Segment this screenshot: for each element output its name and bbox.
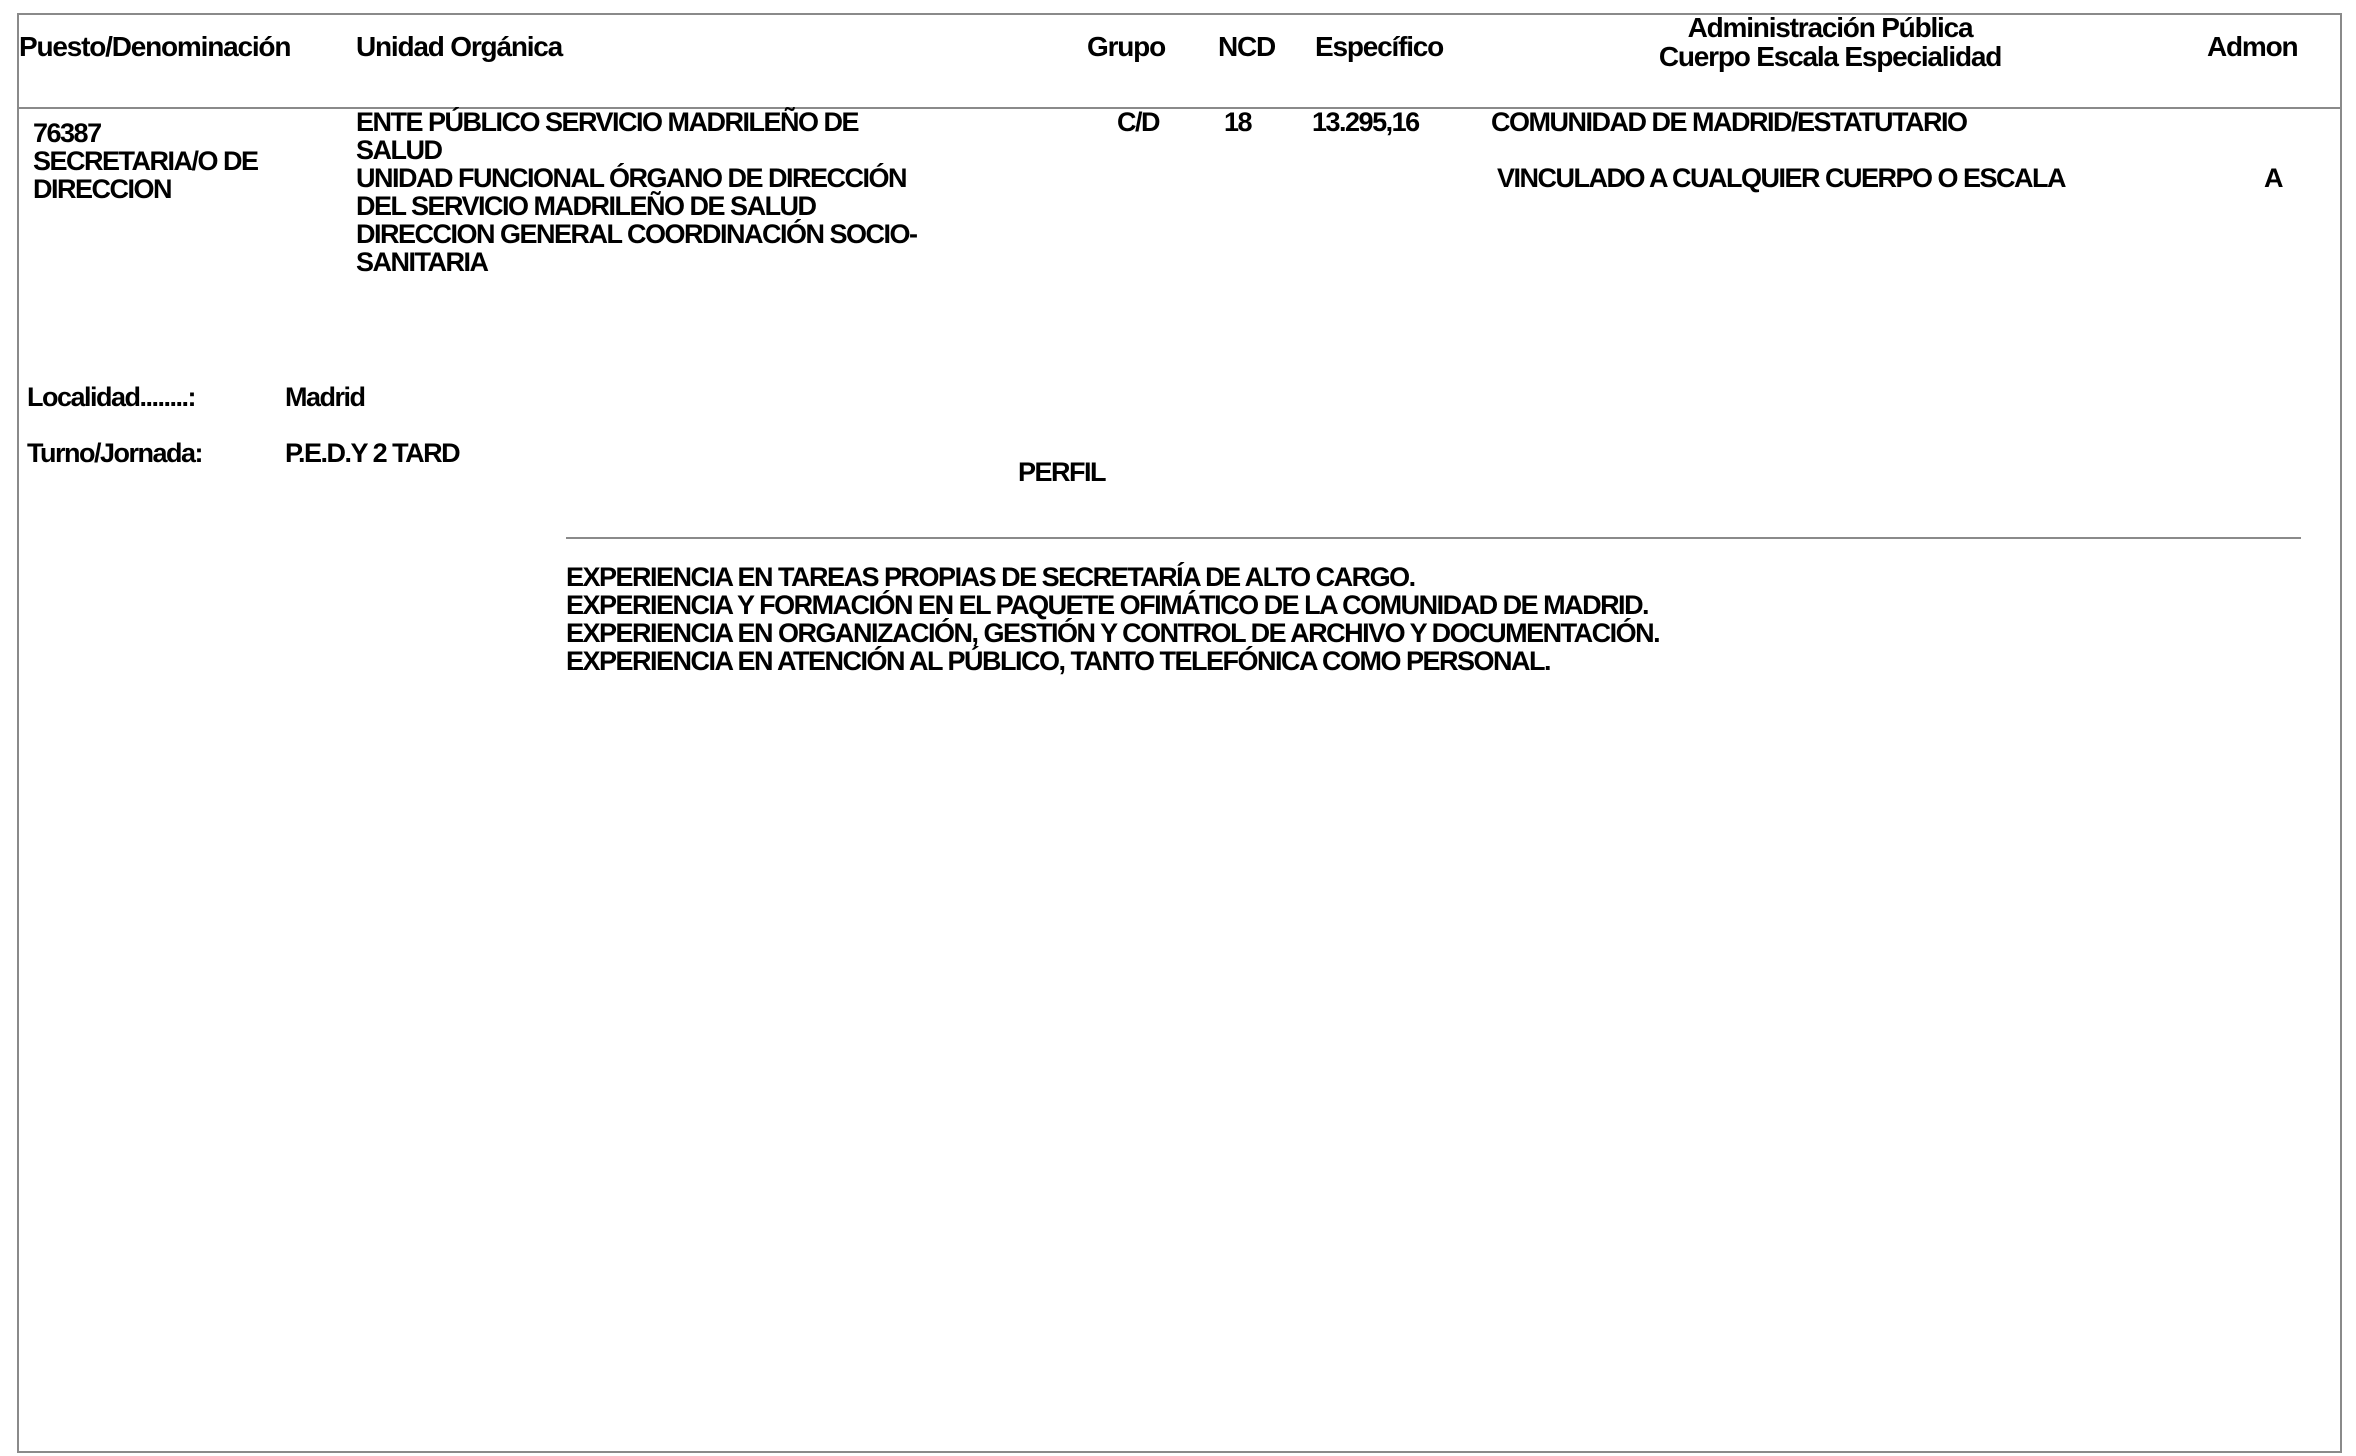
puesto-codigo: 76387 (33, 118, 101, 148)
perfil-title: PERFIL (1018, 457, 1106, 487)
turno-label: Turno/Jornada: (27, 438, 203, 468)
perfil-line-1: EXPERIENCIA EN TAREAS PROPIAS DE SECRETARÍA DE ALTO CARGO. (566, 562, 1415, 592)
record-grupo: C/D (1117, 107, 1159, 137)
unidad-line-1: ENTE PÚBLICO SERVICIO MADRILEÑO DE (356, 107, 859, 137)
record-admon: A (2264, 163, 2282, 193)
header-especifico: Específico (1315, 31, 1444, 62)
record-cuerpo: VINCULADO A CUALQUIER CUERPO O ESCALA (1497, 163, 2066, 193)
header-admin-line1: Administración Pública (1687, 12, 1973, 43)
puesto-denominacion-line1: SECRETARIA/O DE (33, 146, 258, 176)
record-especifico: 13.295,16 (1312, 107, 1419, 137)
header-admin-line2: Cuerpo Escala Especialidad (1658, 41, 2002, 72)
unidad-line-5: DIRECCION GENERAL COORDINACIÓN SOCIO- (356, 219, 917, 249)
unidad-line-2: SALUD (356, 135, 442, 165)
perfil-line-4: EXPERIENCIA EN ATENCIÓN AL PÚBLICO, TANTO TELEFÓNICA COMO PERSONAL. (566, 646, 1551, 676)
record-ncd: 18 (1224, 107, 1252, 137)
unidad-line-6: SANITARIA (356, 247, 488, 277)
localidad-value: Madrid (285, 382, 365, 412)
unidad-line-4: DEL SERVICIO MADRILEÑO DE SALUD (356, 191, 816, 221)
perfil-line-2: EXPERIENCIA Y FORMACIÓN EN EL PAQUETE OFIMÁTICO DE LA COMUNIDAD DE MADRID. (566, 590, 1649, 620)
record-administracion: COMUNIDAD DE MADRID/ESTATUTARIO (1491, 107, 1967, 137)
header-unidad: Unidad Orgánica (356, 31, 563, 62)
unidad-line-3: UNIDAD FUNCIONAL ÓRGANO DE DIRECCIÓN (356, 163, 907, 193)
puesto-denominacion-line2: DIRECCION (33, 174, 172, 204)
header-puesto: Puesto/Denominación (19, 31, 291, 62)
perfil-line-3: EXPERIENCIA EN ORGANIZACIÓN, GESTIÓN Y CONTROL DE ARCHIVO Y DOCUMENTACIÓN. (566, 618, 1660, 648)
perfil-divider (566, 537, 2301, 539)
header-grupo: Grupo (1087, 31, 1165, 62)
header-admon: Admon (2207, 31, 2298, 62)
header-ncd: NCD (1218, 31, 1276, 62)
turno-value: P.E.D.Y 2 TARD (285, 438, 460, 468)
localidad-label: Localidad........: (27, 382, 196, 412)
